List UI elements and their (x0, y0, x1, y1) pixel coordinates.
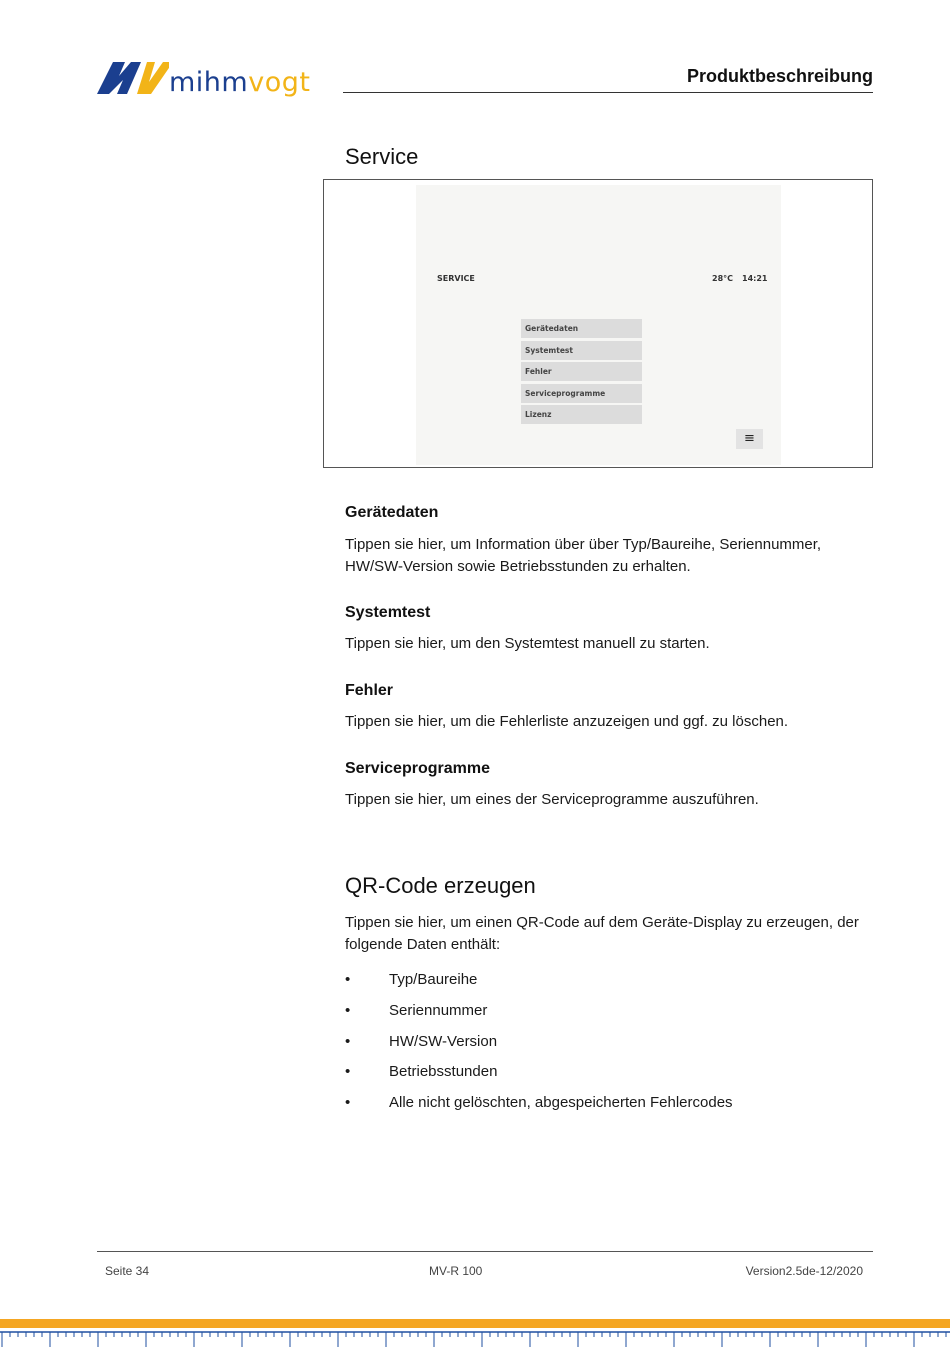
list-item-text: Typ/Baureihe (389, 971, 478, 988)
device-screen (416, 185, 781, 465)
text-serviceprogramme: Tippen sie hier, um eines der Serviceprogramme auszuführen. (345, 791, 759, 808)
bullet-icon: • (345, 1001, 351, 1019)
header-divider (343, 92, 873, 93)
logo-mark-icon (97, 58, 169, 98)
bullet-icon: • (345, 971, 351, 988)
logo-wordmark-vogt: vogt (248, 67, 311, 98)
footer-product: MV-R 100 (429, 1264, 483, 1278)
screen-time: 14:21 (742, 274, 768, 283)
logo-wordmark (169, 68, 310, 98)
hamburger-icon[interactable]: ≡ (736, 429, 763, 449)
footer-divider (97, 1251, 873, 1252)
footer-page-number: Seite 34 (105, 1264, 150, 1278)
text-fehler: Tippen sie hier, um die Fehlerliste anzuzeigen und ggf. zu löschen. (345, 713, 789, 730)
screen-menu-item-systemtest[interactable]: Systemtest (521, 341, 642, 360)
heading-geraetedaten: Gerätedaten (345, 504, 439, 521)
company-logo (97, 58, 327, 102)
screen-menu-item-geraetedaten[interactable]: Gerätedaten (521, 319, 642, 338)
list-item-text: Seriennummer (389, 1001, 488, 1019)
heading-serviceprogramme: Serviceprogramme (345, 760, 490, 777)
bullet-icon: • (345, 1094, 351, 1112)
heading-systemtest: Systemtest (345, 604, 431, 621)
screen-menu (521, 319, 642, 427)
text-systemtest: Tippen sie hier, um den Systemtest manuell zu starten. (345, 635, 710, 652)
screen-temperature: 28°C (712, 274, 734, 283)
service-screenshot-figure (323, 179, 873, 468)
bullet-icon: • (345, 1063, 351, 1081)
document-title: Produktbeschreibung (686, 66, 873, 86)
bullet-icon: • (345, 1032, 351, 1050)
decorative-ruler-strip (0, 1319, 950, 1348)
screen-menu-item-serviceprogramme[interactable]: Serviceprogramme (521, 384, 642, 403)
screen-menu-item-fehler[interactable]: Fehler (521, 362, 642, 381)
list-item-text: Betriebsstunden (389, 1063, 498, 1081)
section-title-service: Service (345, 144, 419, 169)
screen-menu-item-lizenz[interactable]: Lizenz (521, 405, 642, 424)
list-item-text: HW/SW-Version (389, 1032, 498, 1050)
text-qr-intro: Tippen sie hier, um einen QR-Code auf dem Geräte-Display zu erzeugen, der folgende Daten enthält: (345, 914, 859, 953)
section-title-qr-code: QR-Code erzeugen (345, 873, 536, 898)
heading-fehler: Fehler (345, 682, 394, 699)
list-item-text: Alle nicht gelöschten, abgespeicherten Fehlercodes (389, 1094, 733, 1112)
text-geraetedaten: Tippen sie hier, um Information über über Typ/Baureihe, Seriennummer, HW/SW-Version sowie Betriebsstunden zu erhalten. (345, 536, 822, 575)
footer-version: Version2.5de-12/2020 (745, 1264, 863, 1278)
logo-wordmark-mihm: mihm (169, 67, 249, 98)
screen-title: SERVICE (437, 274, 475, 283)
